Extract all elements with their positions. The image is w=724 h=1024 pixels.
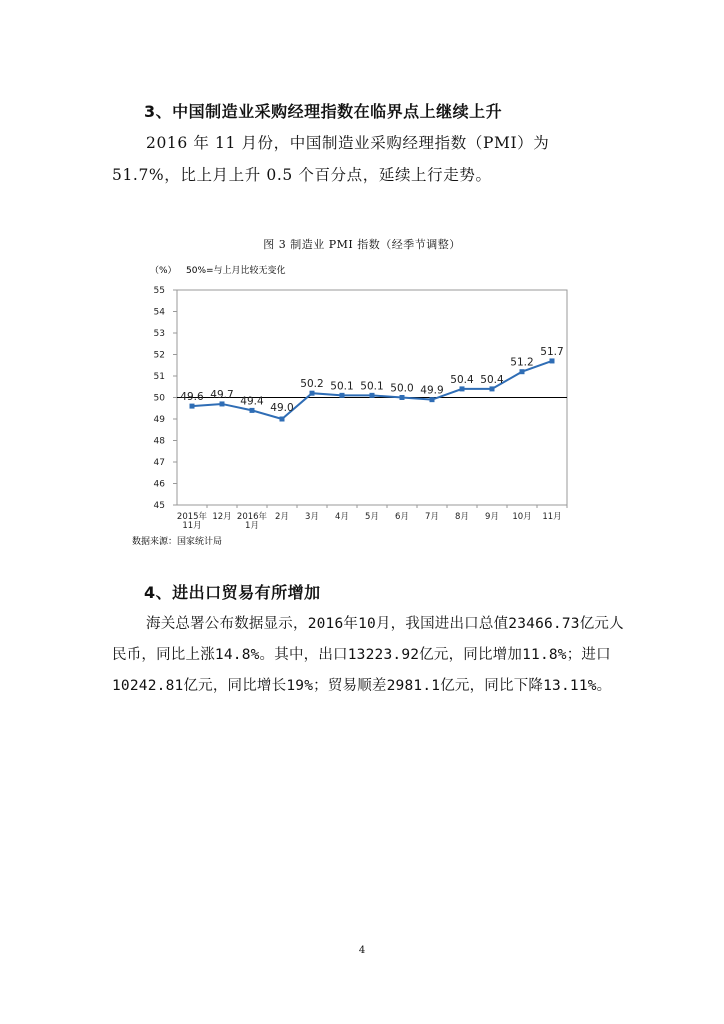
y-tick-label: 45 [153,501,165,511]
y-tick-label: 54 [153,307,165,318]
x-tick-label: 2月 [275,512,289,522]
section-4-heading: 4、进出口贸易有所增加 [144,583,321,602]
data-source-note: 数据来源：国家统计局 [132,537,223,547]
data-label: 49.4 [240,395,264,408]
x-tick-label: 3月 [305,512,319,522]
x-tick-label: 11月 [182,521,202,531]
x-tick-label: 4月 [335,512,349,522]
data-point [400,395,405,400]
section-3-paragraph: 2016 年 11 月份，中国制造业采购经理指数（PMI）为 51.7%，比上月上升 0.5 个百分点，延续上行走势。 [112,134,550,184]
y-tick-label: 48 [153,436,165,447]
data-point [280,417,285,422]
x-tick-label: 10月 [512,512,532,522]
data-label: 50.1 [360,380,384,393]
data-point [250,408,255,413]
data-label: 51.7 [540,345,564,358]
x-tick-label: 1月 [245,521,259,531]
pmi-line-chart [110,256,580,551]
data-point [460,386,465,391]
data-point [490,386,495,391]
data-point [190,404,195,409]
section-4-paragraph: 海关总署公布数据显示，2016年10月，我国进出口总值23466.73亿元人民币，同比上涨14.8%。其中，出口13223.92亿元，同比增加11.8%；进口10242.81亿元，同比增长19%；贸易顺差2981.1亿元，同比下降13.11%。 [112,616,624,694]
x-tick-label: 6月 [395,512,409,522]
y-tick-label: 47 [153,458,165,468]
data-label: 50.4 [450,373,474,386]
x-axis [177,505,567,531]
reference-line-note: 50%=与上月比较无变化 [186,266,286,276]
data-label: 50.4 [480,373,504,386]
x-tick-label: 9月 [485,512,499,522]
data-point [550,358,555,363]
y-tick-label: 46 [153,479,165,490]
data-label: 49.7 [210,388,234,401]
x-tick-label: 8月 [455,512,469,522]
data-label: 49.0 [270,402,294,414]
y-tick-label: 53 [153,329,165,339]
y-axis [154,286,177,511]
y-tick-label: 52 [153,350,165,361]
figure-caption: 图 3 制造业 PMI 指数（经季节调整） [263,238,461,251]
data-label: 50.0 [390,382,414,395]
y-tick-label: 50 [153,393,165,404]
data-label: 49.6 [180,391,204,404]
data-point [340,393,345,398]
x-tick-label: 7月 [425,512,439,522]
y-axis-unit-label: （%） [150,266,177,276]
page-number: 4 [358,945,366,956]
data-label: 51.2 [510,356,534,369]
data-label: 49.9 [420,384,444,397]
section-3-heading: 3、中国制造业采购经理指数在临界点上继续上升 [144,102,503,121]
x-tick-label: 11月 [542,512,562,522]
data-point [220,401,225,406]
x-tick-label: 2016年 [236,512,268,522]
y-tick-label: 49 [153,415,165,425]
y-tick-label: 55 [153,286,165,296]
data-point [520,369,525,374]
data-label: 50.2 [300,378,324,391]
x-tick-label: 12月 [212,512,232,522]
data-point [370,393,375,398]
y-tick-label: 51 [153,372,165,382]
data-point [310,391,315,396]
x-tick-label: 2015年 [176,512,208,522]
x-tick-label: 5月 [365,512,379,522]
data-label: 50.1 [330,380,354,393]
data-point [430,397,435,402]
